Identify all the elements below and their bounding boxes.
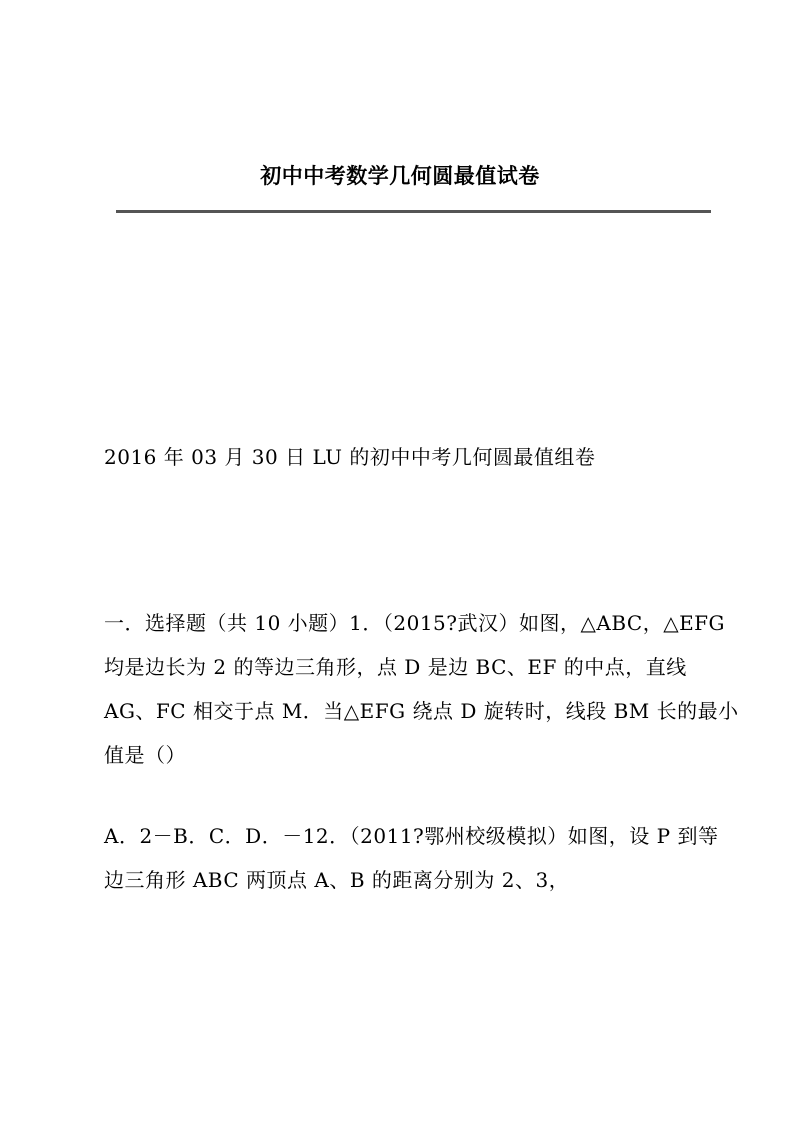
text-line: A．2－B．C．D．－12．（2011?鄂州校级模拟）如图，设 P 到等 <box>104 824 719 848</box>
text-line: 边三角形 ABC 两顶点 A、B 的距离分别为 2、3， <box>104 868 570 892</box>
text-line: AG、FC 相交于点 M．当△EFG 绕点 D 旋转时，线段 BM 长的最小 <box>104 699 739 723</box>
text-line: 均是边长为 2 的等边三角形，点 D 是边 BC、EF 的中点，直线 <box>104 655 687 679</box>
text-line: 值是（） <box>104 743 186 767</box>
question-section-2 <box>104 814 724 902</box>
document-subtitle: 2016 年 03 月 30 日 LU 的初中中考几何圆最值组卷 <box>104 445 596 469</box>
title-divider <box>116 210 711 213</box>
page-title: 初中中考数学几何圆最值试卷 <box>260 163 540 188</box>
question-section-1 <box>104 601 739 777</box>
text-line: 一．选择题（共 10 小题）1．（2015?武汉）如图，△ABC，△EFG <box>104 611 726 635</box>
